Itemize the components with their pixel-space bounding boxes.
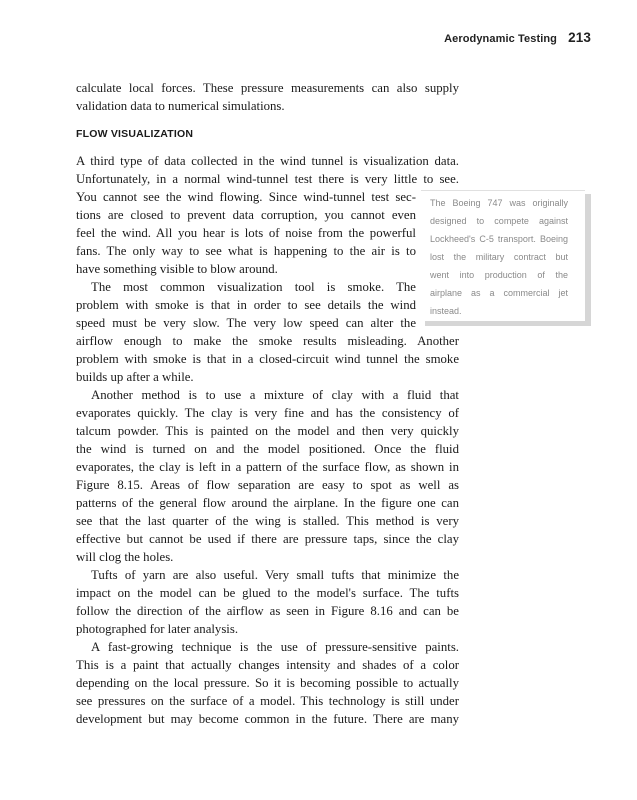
body-line: You cannot see the wind flowing. Since wind-tunnel test sec- (76, 190, 416, 204)
body-line: have something visible to blow around. (76, 262, 278, 276)
body-line: evaporates, the clay is left in a pattern of the surface flow, as shown in (76, 460, 459, 474)
body-line: development but may become common in the future. There are many (76, 712, 459, 726)
body-line: depending on the local pressure. So it is becoming possible to actually (76, 676, 459, 690)
body-line: effective but cannot be used if there are pressure taps, since the clay (76, 532, 459, 546)
sidebar-line: instead. (430, 306, 462, 316)
body-line: the wind is turned on and the model positioned. Once the fluid (76, 442, 459, 456)
sidebar-line: went into production of the (430, 270, 568, 280)
body-line: evaporates quickly. The clay is very fine and has the consistency of (76, 406, 459, 420)
body-line: see pressures on the surface of a model. This technology is still under (76, 694, 459, 708)
body-line: see that the last quarter of the wing is stalled. This method is very (76, 514, 459, 528)
body-line: A third type of data collected in the wind tunnel is visualization data. (76, 154, 459, 168)
body-line: photographed for later analysis. (76, 622, 239, 636)
body-line: calculate local forces. These pressure measurements can also supply (76, 81, 459, 95)
body-line: speed must be very slow. The very low speed can alter the (76, 316, 416, 330)
body-line: airflow enough to make the smoke results misleading. Another (76, 334, 459, 348)
section-heading: FLOW VISUALIZATION (76, 128, 194, 140)
running-head (444, 30, 591, 45)
body-line: Unfortunately, in a normal wind-tunnel test there is very little to see. (76, 172, 459, 186)
sidebar-line: Lockheed's C-5 transport. Boeing (430, 234, 568, 244)
sidebar-line: lost the military contract but (430, 252, 568, 262)
body-line: fans. The only way to see what is happening to the air is to (76, 244, 416, 258)
body-line: Figure 8.15. Areas of flow separation are easy to spot as well as (76, 478, 459, 492)
body-line: impact on the model can be glued to the model's surface. The tufts (76, 586, 459, 600)
body-line: feel the wind. All you hear is lots of noise from the powerful (76, 226, 416, 240)
body-line: problem with smoke is that in order to see details the wind (76, 298, 416, 312)
sidebar-line: The Boeing 747 was originally (430, 198, 568, 208)
body-line: talcum powder. This is painted on the model and then very quickly (76, 424, 459, 438)
body-line: tions are closed to prevent data corruption, you cannot even (76, 208, 416, 222)
page-number: 213 (568, 30, 591, 45)
body-line: builds up after a while. (76, 370, 194, 384)
body-line: The most common visualization tool is smoke. The (91, 280, 416, 294)
body-line: patterns of the general flow around the airplane. In the figure one can (76, 496, 459, 510)
body-line: follow the direction of the airflow as seen in Figure 8.16 and can be (76, 604, 459, 618)
body-line: Another method is to use a mixture of clay with a fluid that (91, 388, 459, 402)
running-title: Aerodynamic Testing (444, 33, 558, 45)
sidebar-line: airplane as a commercial jet (430, 288, 568, 298)
body-line: Tufts of yarn are also useful. Very small tufts that minimize the (91, 568, 459, 582)
body-line: problem with smoke is that in a closed-circuit wind tunnel the smoke (76, 352, 459, 366)
body-line: This is a paint that actually changes intensity and shades of a color (76, 658, 459, 672)
body-line: A fast-growing technique is the use of pressure-sensitive paints. (91, 640, 459, 654)
sidebar-line: designed to compete against (430, 216, 568, 226)
body-line: validation data to numerical simulations. (76, 99, 285, 113)
body-line: will clog the holes. (76, 550, 174, 564)
